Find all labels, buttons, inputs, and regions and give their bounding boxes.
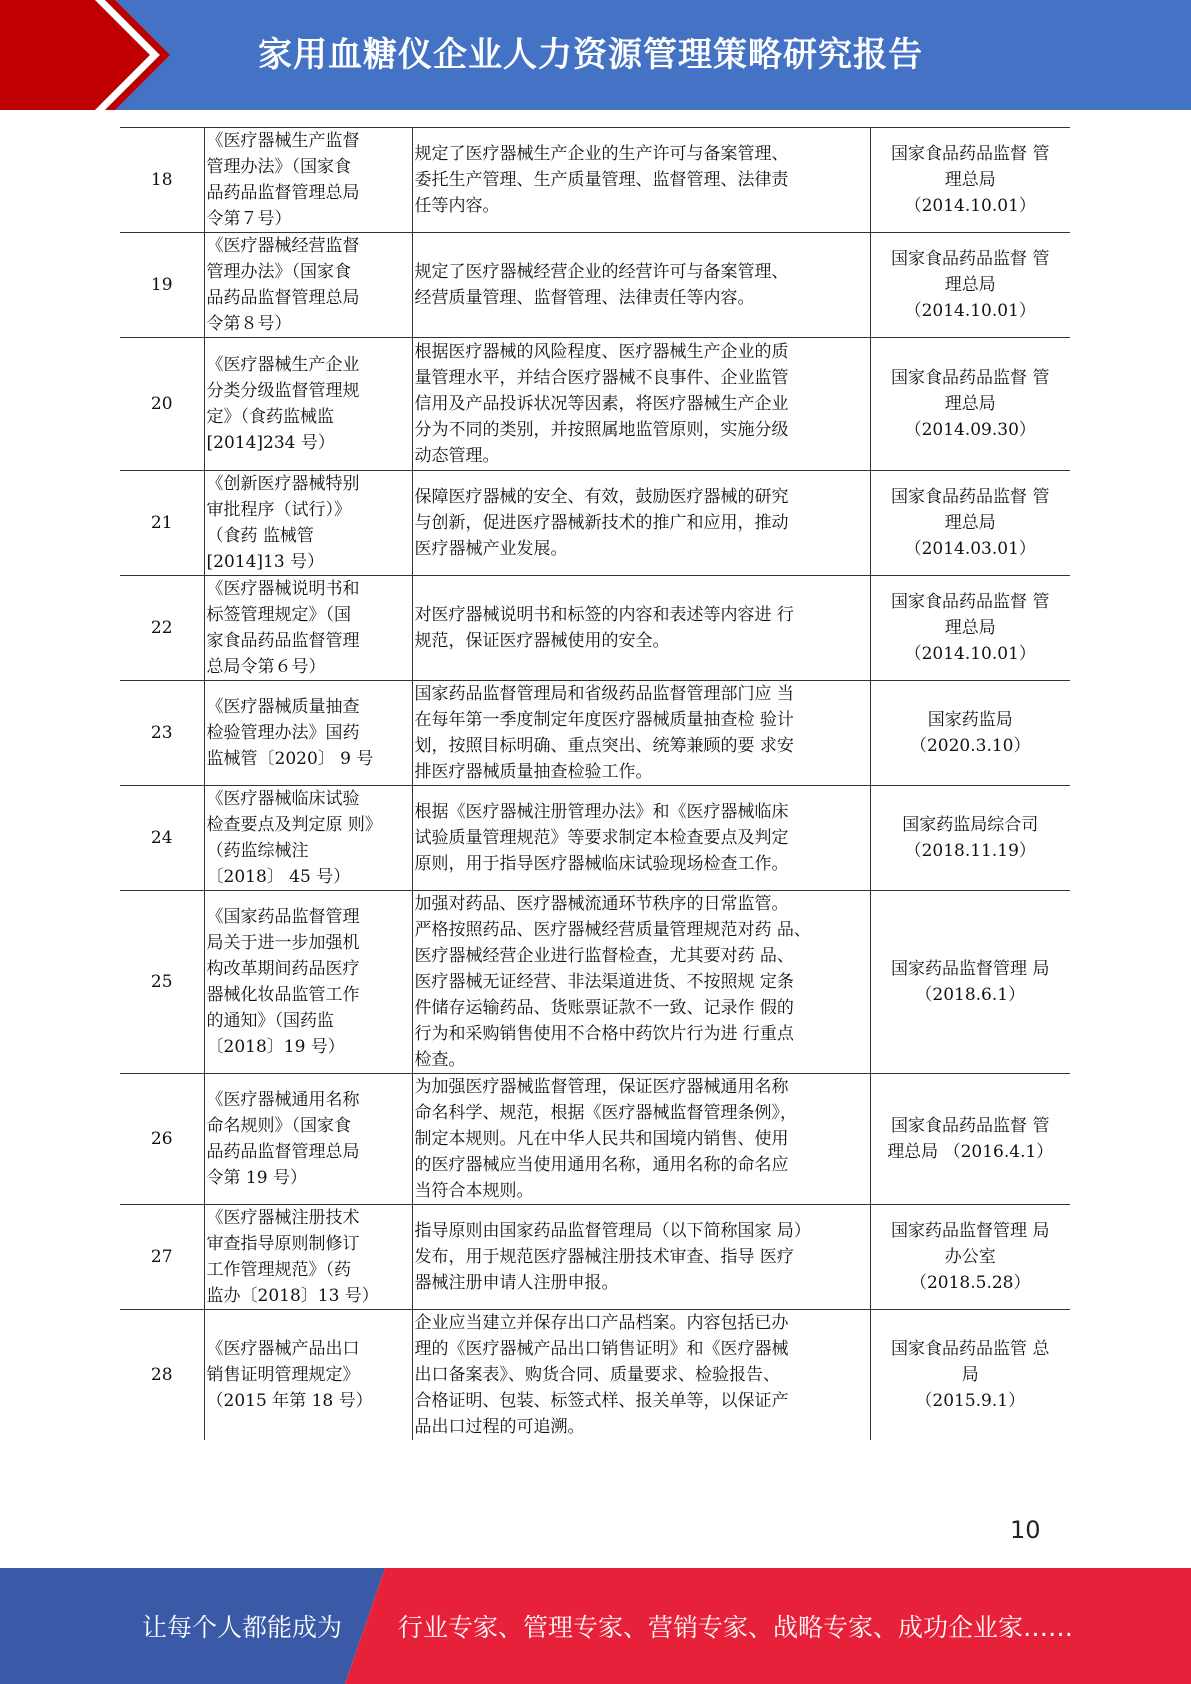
regulation-name-line: 〔2018〕19 号） xyxy=(206,1037,345,1057)
regulation-name-line: 《医疗器械生产监督 xyxy=(206,131,360,151)
regulation-name-line: 局关于进一步加强机 xyxy=(206,933,360,953)
regulation-name-line: 《医疗器械产品出口 xyxy=(206,1339,360,1359)
description-line: 规定了医疗器械生产企业的生产许可与备案管理、 xyxy=(414,144,789,164)
regulation-name-line: 总局令第６号） xyxy=(206,657,326,677)
issuer-line: 局 xyxy=(961,1365,979,1385)
description-line: 试验质量管理规范》等要求制定本检查要点及判定 xyxy=(414,828,789,848)
table-row xyxy=(120,128,1070,233)
table-row xyxy=(120,891,1070,1074)
description-line: 规范，保证医疗器械使用的安全。 xyxy=(414,631,670,651)
row-number-cell: 28 xyxy=(120,1310,204,1441)
description-cell xyxy=(412,1074,870,1205)
row-number-cell: 18 xyxy=(120,128,204,233)
description-line: 品出口过程的可追溯。 xyxy=(414,1417,585,1437)
description-line: 医疗器械产业发展。 xyxy=(414,539,568,559)
description-line: 检查。 xyxy=(414,1050,466,1070)
description-line: 与创新，促进医疗器械新技术的推广和应用，推动 xyxy=(414,513,789,533)
description-line: 根据《医疗器械注册管理办法》和《医疗器械临床 xyxy=(414,802,789,822)
regulation-name-line: 令第 19 号） xyxy=(206,1168,307,1188)
issuer-line: 理总局 （2016.4.1） xyxy=(887,1142,1054,1162)
issuer-line: 理总局 xyxy=(944,618,996,638)
regulation-name-line: 管理办法》（国家食 xyxy=(206,262,351,282)
regulation-name-line: 审批程序（试行）》 xyxy=(206,500,351,520)
regulation-name-cell xyxy=(204,576,412,681)
description-cell xyxy=(412,128,870,233)
table-row xyxy=(120,338,1070,471)
description-cell xyxy=(412,471,870,576)
regulation-name-line: 品药品监督管理总局 xyxy=(206,1142,360,1162)
issuer-cell xyxy=(870,1205,1070,1310)
regulation-name-line: 构改革期间药品医疗 xyxy=(206,959,360,979)
issuer-cell xyxy=(870,471,1070,576)
page-header xyxy=(0,0,1191,110)
issuer-line: （2018.6.1） xyxy=(915,985,1026,1005)
issuer-cell xyxy=(870,128,1070,233)
issuer-line: 理总局 xyxy=(944,170,996,190)
regulation-table xyxy=(120,127,1070,1440)
issuer-line: 国家食品药品监督 管 xyxy=(891,1116,1050,1136)
issuer-line: 国家药监局综合司 xyxy=(902,815,1039,835)
issuer-line: （2014.10.01） xyxy=(904,644,1036,664)
report-title: 家用血糖仪企业人力资源管理策略研究报告 xyxy=(258,35,923,75)
footer-slogan-left: 让每个人都能成为 xyxy=(142,1613,343,1642)
description-line: 为加强医疗器械监督管理，保证医疗器械通用名称 xyxy=(414,1077,789,1097)
row-number-cell: 22 xyxy=(120,576,204,681)
page-footer xyxy=(0,1568,1191,1684)
issuer-line: （2014.03.01） xyxy=(904,539,1036,559)
issuer-line: 国家食品药品监管 总 xyxy=(891,1339,1050,1359)
description-line: 经营质量管理、监督管理、法律责任等内容。 xyxy=(414,288,755,308)
description-cell xyxy=(412,338,870,471)
description-line: 命名科学、规范，根据《医疗器械监督管理条例》， xyxy=(414,1103,797,1123)
description-cell xyxy=(412,1310,870,1441)
regulation-name-line: 《创新医疗器械特别 xyxy=(206,474,360,494)
issuer-line: （2018.5.28） xyxy=(909,1273,1031,1293)
issuer-line: （2015.9.1） xyxy=(915,1391,1026,1411)
regulation-name-cell xyxy=(204,338,412,471)
issuer-line: 国家药监局 xyxy=(927,710,1013,730)
issuer-line: （2018.11.19） xyxy=(904,841,1036,861)
regulation-name-line: 定》（食药监械监 xyxy=(206,407,334,427)
regulation-name-line: 品药品监督管理总局 xyxy=(206,183,360,203)
description-line: 加强对药品、医疗器械流通环节秩序的日常监管。 xyxy=(414,894,789,914)
description-line: 根据医疗器械的风险程度、医疗器械生产企业的质 xyxy=(414,342,789,362)
issuer-line: 国家食品药品监督 管 xyxy=(891,144,1050,164)
description-line: 规定了医疗器械经营企业的经营许可与备案管理、 xyxy=(414,262,789,282)
table-row xyxy=(120,786,1070,891)
regulation-name-line: 《国家药品监督管理 xyxy=(206,907,360,927)
description-line: 对医疗器械说明书和标签的内容和表述等内容进 行 xyxy=(414,605,794,625)
regulation-name-cell xyxy=(204,1310,412,1441)
description-line: 严格按照药品、医疗器械经营质量管理规范对药 品、 xyxy=(414,920,811,940)
description-line: 在每年第一季度制定年度医疗器械质量抽查检 验计 xyxy=(414,710,794,730)
regulation-name-cell xyxy=(204,471,412,576)
regulation-name-line: 工作管理规范》（药 xyxy=(206,1260,351,1280)
regulation-name-line: 器械化妆品监管工作 xyxy=(206,985,360,1005)
description-cell xyxy=(412,233,870,338)
description-cell xyxy=(412,786,870,891)
description-cell xyxy=(412,681,870,786)
regulation-table-body xyxy=(120,128,1070,1441)
regulation-name-line: 《医疗器械注册技术 xyxy=(206,1208,360,1228)
description-line: 制定本规则。凡在中华人民共和国境内销售、使用 xyxy=(414,1129,789,1149)
row-number-cell: 20 xyxy=(120,338,204,471)
issuer-line: 理总局 xyxy=(944,394,996,414)
row-number-cell: 25 xyxy=(120,891,204,1074)
regulation-name-line: 管理办法》（国家食 xyxy=(206,157,351,177)
regulation-name-line: 令第８号） xyxy=(206,314,292,334)
issuer-line: （2020.3.10） xyxy=(909,736,1031,756)
description-line: 合格证明、包装、标签式样、报关单等，以保证产 xyxy=(414,1391,789,1411)
regulation-name-line: 监办〔2018〕13 号） xyxy=(206,1286,379,1306)
description-line: 件储存运输药品、货账票证款不一致、记录作 假的 xyxy=(414,998,794,1018)
regulation-name-line: 检查要点及判定原 则》 xyxy=(206,815,382,835)
regulation-name-cell xyxy=(204,1205,412,1310)
issuer-cell xyxy=(870,1310,1070,1441)
regulation-name-line: 《医疗器械经营监督 xyxy=(206,236,360,256)
regulation-name-line: 分类分级监督管理规 xyxy=(206,381,360,401)
regulation-name-line: 审查指导原则制修订 xyxy=(206,1234,360,1254)
regulation-name-line: 《医疗器械临床试验 xyxy=(206,789,360,809)
issuer-cell xyxy=(870,1074,1070,1205)
description-line: 任等内容。 xyxy=(414,196,500,216)
issuer-cell xyxy=(870,891,1070,1074)
description-line: 信用及产品投诉状况等因素，将医疗器械生产企业 xyxy=(414,394,789,414)
description-line: 发布，用于规范医疗器械注册技术审查、指导 医疗 xyxy=(414,1247,794,1267)
regulation-name-line: 品药品监督管理总局 xyxy=(206,288,360,308)
regulation-name-line: （2015 年第 18 号） xyxy=(206,1391,373,1411)
description-line: 器械注册申请人注册申报。 xyxy=(414,1273,619,1293)
table-row xyxy=(120,1074,1070,1205)
description-line: 量管理水平，并结合医疗器械不良事件、企业监管 xyxy=(414,368,789,388)
regulation-name-line: 监械管〔2020〕 9 号 xyxy=(206,749,374,769)
issuer-line: 理总局 xyxy=(944,275,996,295)
description-line: 医疗器械无证经营、非法渠道进货、不按照规 定条 xyxy=(414,972,794,992)
issuer-line: （2014.10.01） xyxy=(904,196,1036,216)
issuer-line: 国家药品监督管理 局 xyxy=(891,1221,1050,1241)
description-line: 划，按照目标明确、重点突出、统筹兼顾的要 求安 xyxy=(414,736,794,756)
regulation-name-line: 销售证明管理规定》 xyxy=(206,1365,360,1385)
description-line: 医疗器械经营企业进行监督检查，尤其要对药 品、 xyxy=(414,946,794,966)
regulation-name-line: （食药 监械管 xyxy=(206,526,314,546)
description-line: 的医疗器械应当使用通用名称，通用名称的命名应 xyxy=(414,1155,789,1175)
regulation-name-line: 检验管理办法》国药 xyxy=(206,723,360,743)
row-number-cell: 23 xyxy=(120,681,204,786)
table-row xyxy=(120,1205,1070,1310)
regulation-name-cell xyxy=(204,891,412,1074)
description-line: 动态管理。 xyxy=(414,446,500,466)
issuer-line: 国家食品药品监督 管 xyxy=(891,592,1050,612)
regulation-name-line: 〔2018〕 45 号） xyxy=(206,867,351,887)
regulation-name-line: 家食品药品监督管理 xyxy=(206,631,360,651)
regulation-name-line: 命名规则》（国家食 xyxy=(206,1116,351,1136)
regulation-name-line: 令第７号） xyxy=(206,209,292,229)
description-line: 理的《医疗器械产品出口销售证明》和《医疗器械 xyxy=(414,1339,789,1359)
description-line: 保障医疗器械的安全、有效，鼓励医疗器械的研究 xyxy=(414,487,789,507)
issuer-line: 国家食品药品监督 管 xyxy=(891,249,1050,269)
regulation-name-cell xyxy=(204,233,412,338)
regulation-name-cell xyxy=(204,128,412,233)
regulation-name-line: 的通知》（国药监 xyxy=(206,1011,334,1031)
table-row xyxy=(120,471,1070,576)
issuer-line: 国家食品药品监督 管 xyxy=(891,368,1050,388)
description-line: 企业应当建立并保存出口产品档案。内容包括已办 xyxy=(414,1313,789,1333)
regulation-name-line: [2014]13 号） xyxy=(206,552,325,572)
description-cell xyxy=(412,891,870,1074)
regulation-name-line: [2014]234 号） xyxy=(206,433,335,453)
issuer-cell xyxy=(870,233,1070,338)
regulation-name-line: （药监综械注 xyxy=(206,841,309,861)
issuer-cell xyxy=(870,786,1070,891)
regulation-name-line: 标签管理规定》（国 xyxy=(206,605,351,625)
row-number-cell: 26 xyxy=(120,1074,204,1205)
regulation-name-line: 《医疗器械通用名称 xyxy=(206,1090,360,1110)
description-line: 当符合本规则。 xyxy=(414,1181,534,1201)
description-line: 原则，用于指导医疗器械临床试验现场检查工作。 xyxy=(414,854,789,874)
regulation-name-line: 《医疗器械生产企业 xyxy=(206,355,360,375)
regulation-name-cell xyxy=(204,786,412,891)
table-row xyxy=(120,681,1070,786)
issuer-line: 办公室 xyxy=(944,1247,996,1267)
issuer-cell xyxy=(870,576,1070,681)
issuer-cell xyxy=(870,338,1070,471)
regulation-name-cell xyxy=(204,681,412,786)
issuer-line: 国家药品监督管理 局 xyxy=(891,959,1050,979)
description-line: 出口备案表》、购货合同、质量要求、检验报告、 xyxy=(414,1365,780,1385)
row-number-cell: 21 xyxy=(120,471,204,576)
description-line: 分为不同的类别，并按照属地监管原则，实施分级 xyxy=(414,420,789,440)
regulation-name-cell xyxy=(204,1074,412,1205)
regulation-name-line: 《医疗器械质量抽查 xyxy=(206,697,360,717)
description-line: 指导原则由国家药品监督管理局（以下简称国家 局） xyxy=(414,1221,811,1241)
issuer-line: （2014.10.01） xyxy=(904,301,1036,321)
table-row xyxy=(120,233,1070,338)
page-number: 10 xyxy=(1010,1516,1041,1544)
row-number-cell: 27 xyxy=(120,1205,204,1310)
footer-slogan-right: 行业专家、管理专家、营销专家、战略专家、成功企业家…… xyxy=(398,1613,1074,1642)
table-row xyxy=(120,1310,1070,1441)
row-number-cell: 19 xyxy=(120,233,204,338)
row-number-cell: 24 xyxy=(120,786,204,891)
description-cell xyxy=(412,1205,870,1310)
description-line: 委托生产管理、生产质量管理、监督管理、法律责 xyxy=(414,170,789,190)
description-cell xyxy=(412,576,870,681)
issuer-cell xyxy=(870,681,1070,786)
description-line: 国家药品监督管理局和省级药品监督管理部门应 当 xyxy=(414,684,794,704)
table-row xyxy=(120,576,1070,681)
issuer-line: （2014.09.30） xyxy=(904,420,1036,440)
description-line: 行为和采购销售使用不合格中药饮片行为进 行重点 xyxy=(414,1024,794,1044)
description-line: 排医疗器械质量抽查检验工作。 xyxy=(414,762,653,782)
issuer-line: 理总局 xyxy=(944,513,996,533)
regulation-name-line: 《医疗器械说明书和 xyxy=(206,579,360,599)
issuer-line: 国家食品药品监督 管 xyxy=(891,487,1050,507)
